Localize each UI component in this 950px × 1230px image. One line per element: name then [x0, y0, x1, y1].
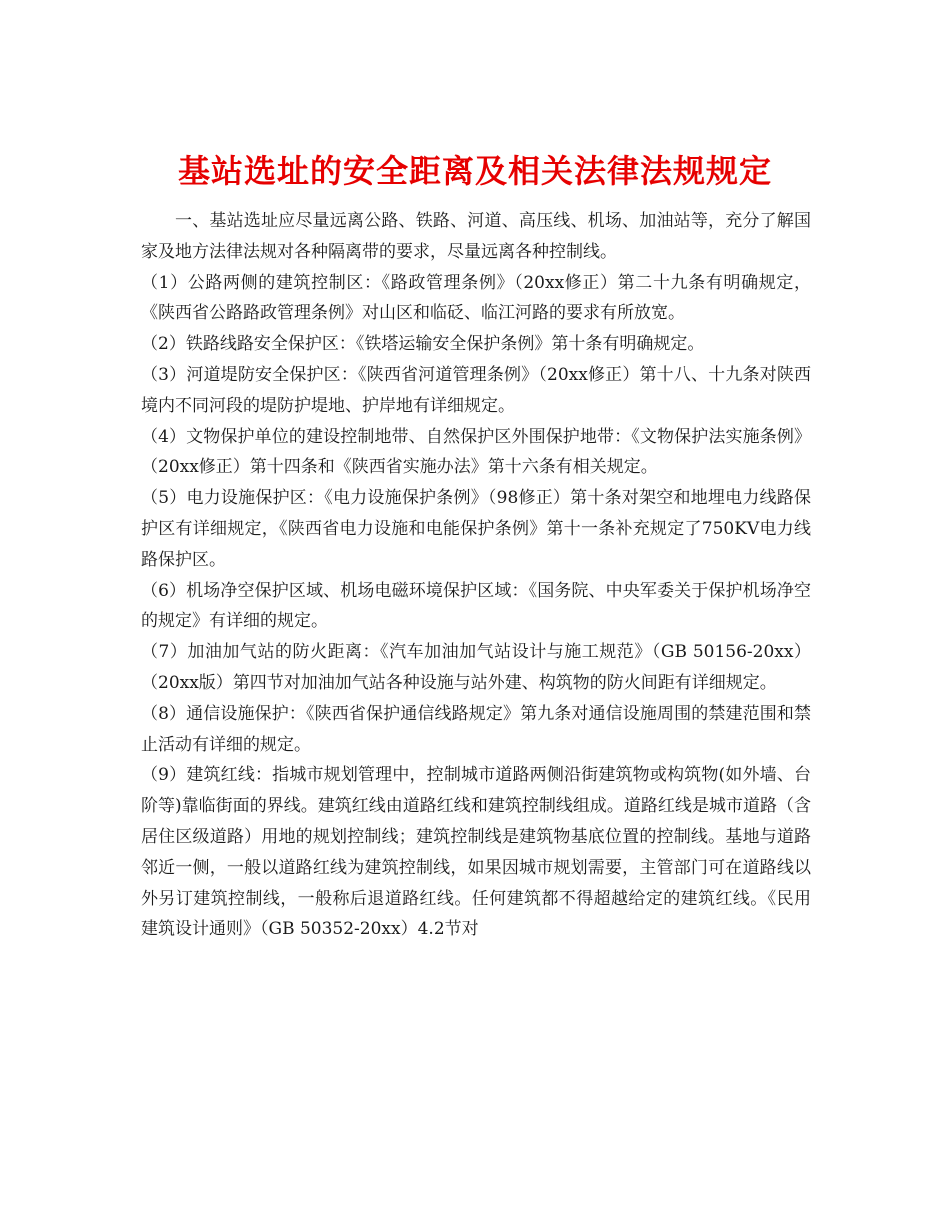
paragraph-item-4: （4）文物保护单位的建设控制地带、自然保护区外围保护地带：《文物保护法实施条例》（20xx修正）第十四条和《陕西省实施办法》第十六条有相关规定。	[141, 426, 811, 478]
document-body	[141, 206, 811, 945]
paragraph-intro: 一、基站选址应尽量远离公路、铁路、河道、高压线、机场、加油站等，充分了解国家及地方法律法规对各种隔离带的要求，尽量远离各种控制线。	[141, 211, 811, 262]
paragraph-item-5: （5）电力设施保护区：《电力设施保护条例》（98修正）第十条对架空和地埋电力线路保护区有详细规定，《陕西省电力设施和电能保护条例》第十一条补充规定了750KV电力线路保护区。	[141, 488, 811, 570]
paragraph-item-3: （3）河道堤防安全保护区：《陕西省河道管理条例》（20xx修正）第十八、十九条对陕西境内不同河段的堤防护堤地、护岸地有详细规定。	[141, 364, 811, 416]
paragraph-item-8: （8）通信设施保护：《陕西省保护通信线路规定》第九条对通信设施周围的禁建范围和禁止活动有详细的规定。	[141, 703, 811, 755]
paragraph-item-1: （1）公路两侧的建筑控制区：《路政管理条例》（20xx修正）第二十九条有明确规定，《陕西省公路路政管理条例》对山区和临砭、临江河路的要求有所放宽。	[141, 272, 811, 324]
paragraph-item-2: （2）铁路线路安全保护区：《铁塔运输安全保护条例》第十条有明确规定。	[141, 334, 705, 355]
page-title: 基站选址的安全距离及相关法律法规规定	[177, 152, 772, 191]
paragraph-item-7: （7）加油加气站的防火距离：《汽车加油加气站设计与施工规范》（GB 50156-20xx）（20xx版）第四节对加油加气站各种设施与站外建、构筑物的防火间距有详细规定。	[141, 642, 811, 693]
paragraph-item-6: （6）机场净空保护区域、机场电磁环境保护区域：《国务院、中央军委关于保护机场净空的规定》有详细的规定。	[141, 580, 811, 632]
paragraph-item-9: （9）建筑红线：指城市规划管理中，控制城市道路两侧沿街建筑物或构筑物(如外墙、台阶等)靠临街面的界线。建筑红线由道路红线和建筑控制线组成。道路红线是城市道路（含居住区级道路）用地的规划控制线；建筑控制线是建筑物基底位置的控制线。基地与道路邻近一侧，一般以道路红线为建筑控制线，如果因城市规划需要，主管部门可在道路线以外另订建筑控制线，一般称后退道路红线。任何建筑都不得超越给定的建筑红线。《民用建筑设计通则》（GB 50352-20xx）4.2节对	[141, 765, 811, 940]
